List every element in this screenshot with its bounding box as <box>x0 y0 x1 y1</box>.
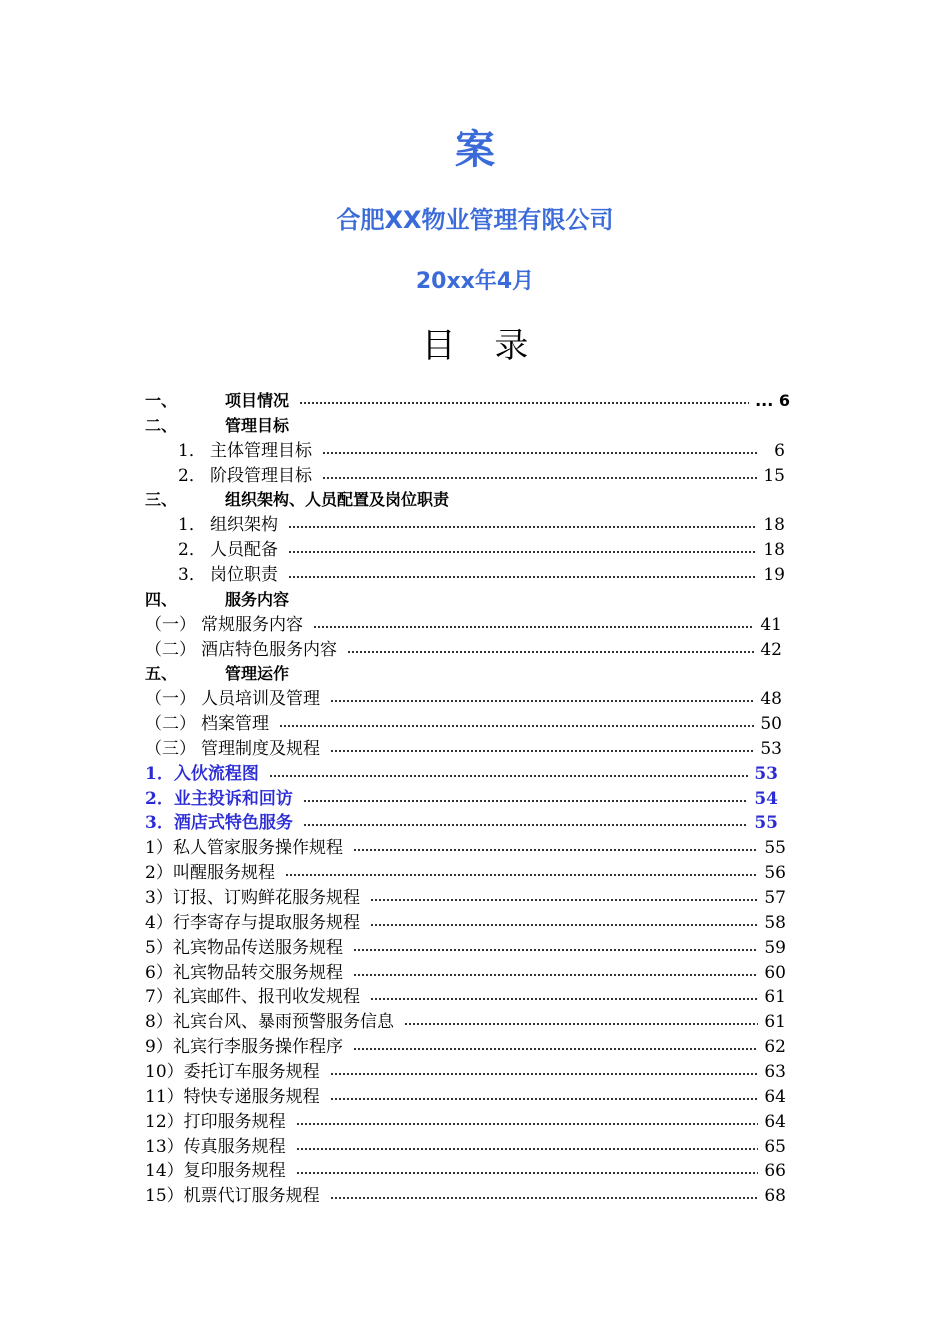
toc-entry-label: 档案管理 <box>201 714 269 734</box>
toc-entry-page: 63 <box>764 1062 786 1082</box>
toc-entry[interactable] <box>178 513 785 537</box>
toc-entry-number: 1． <box>145 764 174 784</box>
toc-entry[interactable] <box>178 563 785 587</box>
toc-entry-label: 阶段管理目标 <box>210 466 312 486</box>
toc-entry-page: 55 <box>764 838 786 858</box>
toc-entry-page: 59 <box>764 938 786 958</box>
toc-entry-number: 三、 <box>145 490 178 509</box>
toc-entry-label: 酒店式特色服务 <box>173 813 293 833</box>
toc-entry-number: 4） <box>145 913 173 933</box>
toc-entry-number: 一、 <box>145 391 178 410</box>
toc-entry-label: 业主投诉和回访 <box>173 789 293 809</box>
toc-entry[interactable] <box>145 911 786 935</box>
toc-entry-page: 41 <box>760 615 782 635</box>
toc-entry-number: 11） <box>145 1087 184 1107</box>
toc-entry-number: 3） <box>145 888 173 908</box>
toc-entry-label: 礼宾邮件、报刊收发规程 <box>173 987 360 1007</box>
toc-entry-label: 主体管理目标 <box>210 441 312 461</box>
toc-entry-page: 57 <box>764 888 786 908</box>
toc-entry-page: 55 <box>754 813 778 833</box>
toc-entry-label: 酒店特色服务内容 <box>201 640 337 660</box>
toc-entry-page: 53 <box>760 739 782 759</box>
toc-dot-leader <box>330 1098 759 1100</box>
toc-dot-leader <box>269 775 748 777</box>
toc-entry-page: 65 <box>764 1137 786 1157</box>
toc-heading: 目 录 <box>421 326 543 366</box>
toc-entry-label: 岗位职责 <box>210 565 278 585</box>
toc-entry-page: 19 <box>763 565 785 585</box>
toc-entry[interactable] <box>145 687 782 711</box>
toc-entry[interactable] <box>145 811 778 835</box>
toc-entry-page: 58 <box>764 913 786 933</box>
toc-dot-leader <box>288 526 757 528</box>
toc-dot-leader <box>303 800 748 802</box>
toc-entry-number: 2） <box>145 863 173 883</box>
toc-entry[interactable] <box>145 712 782 736</box>
toc-entry-label: 管理制度及规程 <box>201 739 320 759</box>
document-title: 案 <box>455 127 495 173</box>
toc-entry[interactable] <box>145 886 786 910</box>
toc-entry-label: 复印服务规程 <box>183 1161 286 1181</box>
toc-entry-number: 四、 <box>145 590 178 609</box>
toc-entry[interactable] <box>145 762 778 786</box>
toc-dot-leader <box>370 899 758 901</box>
toc-entry-label: 人员培训及管理 <box>201 689 320 709</box>
document-date: 20xx年4月 <box>415 269 535 294</box>
toc-entry[interactable] <box>145 389 790 413</box>
toc-entry[interactable] <box>145 985 786 1009</box>
toc-entry-label: 管理目标 <box>225 416 290 435</box>
toc-entry-number: 1） <box>145 838 173 858</box>
toc-dot-leader <box>370 924 758 926</box>
toc-entry-page: 56 <box>764 863 786 883</box>
toc-entry-number: 5） <box>145 938 173 958</box>
toc-entry[interactable] <box>145 1010 786 1034</box>
toc-entry[interactable] <box>145 1110 786 1134</box>
toc-entry[interactable] <box>145 488 790 512</box>
toc-entry[interactable] <box>145 787 778 811</box>
toc-dot-leader <box>353 849 758 851</box>
toc-entry-number: （一） <box>145 689 196 709</box>
toc-entry-label: 打印服务规程 <box>183 1112 286 1132</box>
toc-entry-label: 组织架构 <box>210 515 278 535</box>
toc-entry[interactable] <box>145 737 782 761</box>
toc-entry-page: 15 <box>763 466 785 486</box>
company-name: 合肥XX物业管理有限公司 <box>336 206 614 234</box>
toc-entry-page: 6 <box>774 441 785 461</box>
toc-entry-label: 礼宾物品转交服务规程 <box>173 963 343 983</box>
toc-entry-label: 机票代订服务规程 <box>183 1186 320 1206</box>
toc-entry[interactable] <box>145 1060 786 1084</box>
toc-entry[interactable] <box>145 1035 786 1059</box>
toc-entry[interactable] <box>178 464 785 488</box>
toc-dot-leader <box>330 1197 759 1199</box>
toc-entry-number: 8） <box>145 1012 173 1032</box>
toc-entry-number: 6） <box>145 963 173 983</box>
toc-entry[interactable] <box>145 861 786 885</box>
toc-entry-number: 13） <box>145 1137 184 1157</box>
toc-entry-page: 54 <box>754 789 778 809</box>
toc-entry-number: 14） <box>145 1161 184 1181</box>
toc-entry-page: 66 <box>764 1161 786 1181</box>
toc-dot-leader <box>322 452 759 454</box>
toc-entry-label: 常规服务内容 <box>201 615 303 635</box>
toc-entry-page: 18 <box>763 540 785 560</box>
toc-entry-label: 私人管家服务操作规程 <box>173 838 343 858</box>
toc-entry-number: 10） <box>145 1062 184 1082</box>
toc-dot-leader <box>353 974 758 976</box>
toc-entry-number: 7） <box>145 987 173 1007</box>
toc-entry-page: ... 6 <box>755 391 790 410</box>
toc-entry-label: 管理运作 <box>225 664 290 683</box>
toc-dot-leader <box>404 1023 758 1025</box>
toc-entry[interactable] <box>145 613 782 637</box>
toc-entry-number: 3． <box>145 813 174 833</box>
toc-entry-number: 2． <box>178 466 206 486</box>
toc-entry-number: 1． <box>178 515 206 535</box>
toc-dot-leader <box>330 1073 759 1075</box>
toc-dot-leader <box>353 949 758 951</box>
toc-entry[interactable] <box>145 1135 786 1159</box>
toc-entry[interactable] <box>145 961 786 985</box>
toc-entry[interactable] <box>145 1159 786 1183</box>
toc-entry-number: 12） <box>145 1112 184 1132</box>
toc-entry-page: 50 <box>760 714 782 734</box>
toc-entry[interactable] <box>145 414 790 438</box>
toc-entry-number: 二、 <box>145 416 178 435</box>
toc-dot-leader <box>313 626 754 628</box>
toc-entry-label: 叫醒服务规程 <box>173 863 275 883</box>
toc-dot-leader <box>370 998 758 1000</box>
toc-entry-label: 入伙流程图 <box>173 764 259 784</box>
toc-entry[interactable] <box>145 1085 786 1109</box>
toc-entry-number: 1． <box>178 441 206 461</box>
toc-entry-number: （二） <box>145 640 196 660</box>
toc-entry-label: 订报、订购鲜花服务规程 <box>173 888 360 908</box>
toc-dot-leader <box>303 824 748 826</box>
toc-dot-leader <box>279 725 754 727</box>
toc-dot-leader <box>299 402 749 404</box>
toc-dot-leader <box>288 576 757 578</box>
toc-entry-label: 传真服务规程 <box>183 1137 286 1157</box>
toc-entry-page: 64 <box>764 1087 786 1107</box>
toc-dot-leader <box>296 1123 759 1125</box>
toc-dot-leader <box>288 551 757 553</box>
toc-entry-page: 64 <box>764 1112 786 1132</box>
toc-dot-leader <box>296 1172 759 1174</box>
toc-entry-page: 68 <box>764 1186 786 1206</box>
toc-entry-label: 委托订车服务规程 <box>183 1062 320 1082</box>
toc-entry-label: 礼宾行李服务操作程序 <box>173 1037 343 1057</box>
toc-entry[interactable] <box>145 936 786 960</box>
toc-entry-label: 礼宾台风、暴雨预警服务信息 <box>173 1012 394 1032</box>
toc-entry[interactable] <box>145 1184 786 1208</box>
toc-entry-page: 62 <box>764 1037 786 1057</box>
toc-entry-number: 2． <box>178 540 206 560</box>
toc-dot-leader <box>296 1148 759 1150</box>
toc-entry-label: 人员配备 <box>210 540 278 560</box>
toc-dot-leader <box>285 874 758 876</box>
toc-entry-number: 2． <box>145 789 174 809</box>
toc-entry[interactable] <box>145 662 790 686</box>
toc-entry[interactable] <box>145 638 782 662</box>
toc-entry-label: 礼宾物品传送服务规程 <box>173 938 343 958</box>
toc-entry[interactable] <box>178 439 785 463</box>
toc-dot-leader <box>330 750 754 752</box>
toc-entry-label: 特快专递服务规程 <box>183 1087 320 1107</box>
toc-entry[interactable] <box>178 538 785 562</box>
toc-entry-number: （三） <box>145 739 196 759</box>
toc-entry-number: 15） <box>145 1186 184 1206</box>
toc-entry-label: 项目情况 <box>225 391 290 410</box>
toc-entry-page: 60 <box>764 963 786 983</box>
toc-entry-label: 行李寄存与提取服务规程 <box>173 913 360 933</box>
toc-entry-page: 42 <box>760 640 782 660</box>
toc-entry-page: 53 <box>754 764 778 784</box>
toc-entry-label: 组织架构、人员配置及岗位职责 <box>225 490 450 509</box>
toc-entry-number: 9） <box>145 1037 173 1057</box>
toc-entry-page: 61 <box>764 1012 786 1032</box>
toc-entry-page: 61 <box>764 987 786 1007</box>
toc-entry-number: 3． <box>178 565 206 585</box>
toc-entry[interactable] <box>145 588 790 612</box>
toc-entry-number: （二） <box>145 714 196 734</box>
toc-entry-page: 48 <box>760 689 782 709</box>
toc-dot-leader <box>347 651 754 653</box>
toc-entry-page: 18 <box>763 515 785 535</box>
toc-entry-number: 五、 <box>145 664 178 683</box>
toc-dot-leader <box>330 700 754 702</box>
toc-entry[interactable] <box>145 836 786 860</box>
toc-entry-label: 服务内容 <box>225 590 290 609</box>
toc-entry-number: （一） <box>145 615 196 635</box>
toc-dot-leader <box>322 477 757 479</box>
toc-dot-leader <box>353 1048 758 1050</box>
